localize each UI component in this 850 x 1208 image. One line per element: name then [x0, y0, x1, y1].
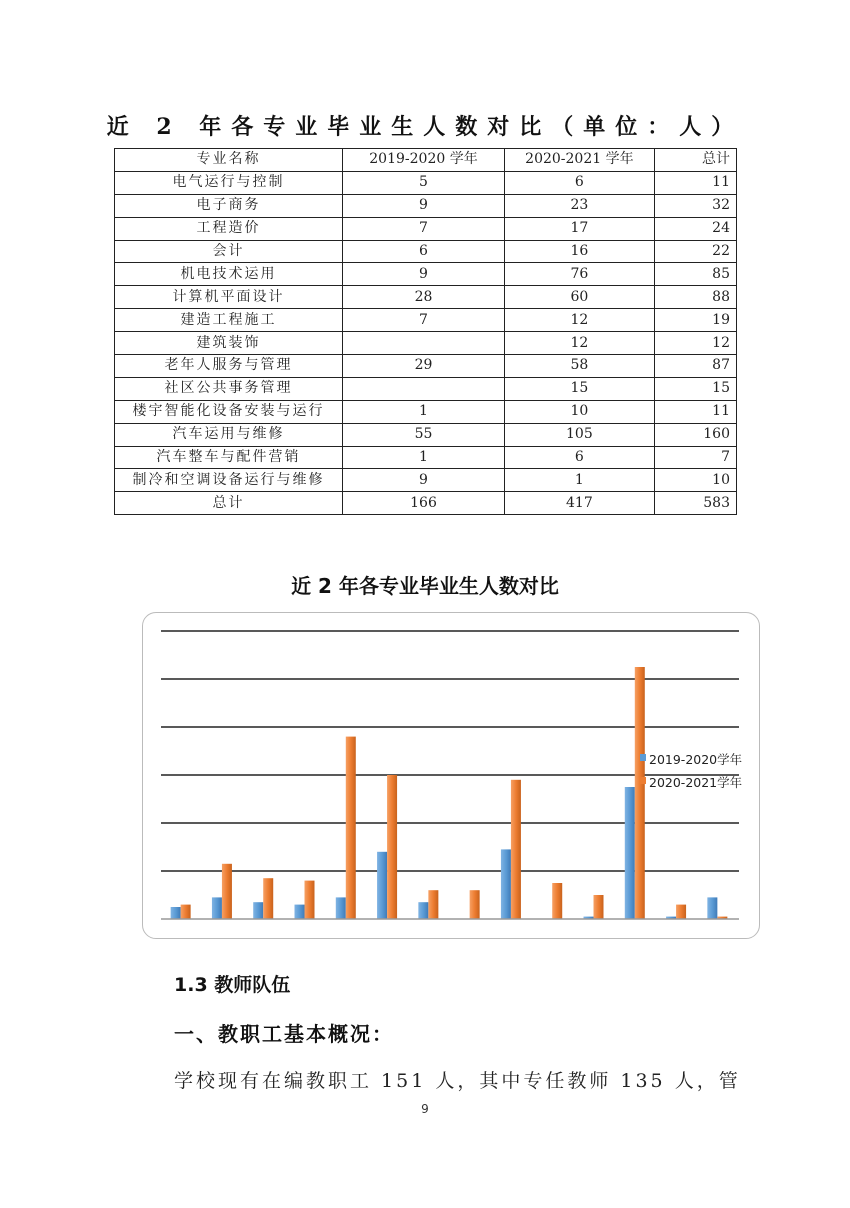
total-cell: 583 — [654, 492, 736, 515]
major-name-cell: 建造工程施工 — [115, 309, 343, 332]
year-2019-2020-cell — [343, 377, 505, 400]
body-paragraph: 学校现有在编教职工 151 人，其中专任教师 135 人，管 — [174, 1070, 741, 1092]
bar-series-2019-2020 — [707, 897, 717, 919]
table-row — [115, 377, 737, 400]
bar-series-2020-2021 — [305, 881, 315, 919]
table-row — [115, 469, 737, 492]
major-name-cell: 建筑装饰 — [115, 332, 343, 355]
table-row — [115, 194, 737, 217]
bar-series-2019-2020 — [418, 902, 428, 919]
chart-title: 近 2 年各专业毕业生人数对比 — [291, 574, 559, 598]
page-number: 9 — [421, 1102, 429, 1116]
table-row — [115, 492, 737, 515]
bar-series-2019-2020 — [377, 852, 387, 919]
major-name-cell: 机电技术运用 — [115, 263, 343, 286]
bar-series-2020-2021 — [635, 667, 645, 919]
major-name-cell: 制冷和空调设备运行与维修 — [115, 469, 343, 492]
table-row — [115, 400, 737, 423]
year-2020-2021-cell: 58 — [504, 355, 654, 378]
year-2020-2021-cell: 76 — [504, 263, 654, 286]
year-2020-2021-cell: 15 — [504, 377, 654, 400]
total-cell: 12 — [654, 332, 736, 355]
year-2020-2021-cell: 417 — [504, 492, 654, 515]
year-2020-2021-cell: 2020-2021 学年 — [504, 149, 654, 172]
year-2020-2021-cell: 17 — [504, 217, 654, 240]
table-row — [115, 171, 737, 194]
graduates-table — [114, 148, 737, 515]
major-name-cell: 电气运行与控制 — [115, 171, 343, 194]
bar-series-2020-2021 — [387, 775, 397, 919]
major-name-cell: 老年人服务与管理 — [115, 355, 343, 378]
major-name-cell: 汽车整车与配件营销 — [115, 446, 343, 469]
bar-series-2019-2020 — [336, 897, 346, 919]
year-2019-2020-cell: 9 — [343, 194, 505, 217]
total-cell: 11 — [654, 400, 736, 423]
bar-series-2020-2021 — [346, 737, 356, 919]
table-row — [115, 263, 737, 286]
total-cell: 总计 — [654, 149, 736, 172]
major-name-cell: 总计 — [115, 492, 343, 515]
year-2019-2020-cell: 9 — [343, 263, 505, 286]
year-2019-2020-cell: 1 — [343, 400, 505, 423]
year-2019-2020-cell: 7 — [343, 217, 505, 240]
year-2020-2021-cell: 12 — [504, 332, 654, 355]
year-2019-2020-cell: 55 — [343, 423, 505, 446]
year-2020-2021-cell: 6 — [504, 446, 654, 469]
legend-label: 2019-2020学年 — [649, 752, 743, 767]
bar-series-2019-2020 — [171, 907, 181, 919]
major-name-cell: 汽车运用与维修 — [115, 423, 343, 446]
total-cell: 15 — [654, 377, 736, 400]
section-subheading: 一、教职工基本概况： — [174, 1022, 394, 1046]
year-2020-2021-cell: 12 — [504, 309, 654, 332]
table-row — [115, 240, 737, 263]
bar-series-2020-2021 — [594, 895, 604, 919]
total-cell: 85 — [654, 263, 736, 286]
major-name-cell: 工程造价 — [115, 217, 343, 240]
total-cell: 10 — [654, 469, 736, 492]
total-cell: 88 — [654, 286, 736, 309]
total-cell: 7 — [654, 446, 736, 469]
year-2020-2021-cell: 10 — [504, 400, 654, 423]
bar-series-2020-2021 — [263, 878, 273, 919]
legend-swatch — [640, 777, 646, 784]
major-name-cell: 专业名称 — [115, 149, 343, 172]
bar-series-2019-2020 — [625, 787, 635, 919]
bar-chart — [142, 612, 760, 939]
bar-series-2020-2021 — [181, 905, 191, 919]
year-2019-2020-cell: 29 — [343, 355, 505, 378]
table-row — [115, 332, 737, 355]
total-cell: 19 — [654, 309, 736, 332]
table-row — [115, 309, 737, 332]
table-row — [115, 355, 737, 378]
bar-series-2020-2021 — [511, 780, 521, 919]
table-title: 近 2 年各专业毕业生人数对比（单位：人） — [106, 114, 744, 140]
bar-series-2019-2020 — [212, 897, 222, 919]
major-name-cell: 社区公共事务管理 — [115, 377, 343, 400]
major-name-cell: 楼宇智能化设备安装与运行 — [115, 400, 343, 423]
bar-series-2020-2021 — [470, 890, 480, 919]
table-row — [115, 217, 737, 240]
year-2019-2020-cell: 28 — [343, 286, 505, 309]
bar-series-2020-2021 — [676, 905, 686, 919]
bar-series-2020-2021 — [222, 864, 232, 919]
table-row — [115, 286, 737, 309]
legend-swatch — [640, 754, 646, 761]
year-2019-2020-cell — [343, 332, 505, 355]
section-heading: 1.3 教师队伍 — [174, 974, 291, 996]
bar-series-2020-2021 — [552, 883, 562, 919]
total-cell: 24 — [654, 217, 736, 240]
year-2020-2021-cell: 60 — [504, 286, 654, 309]
total-cell: 11 — [654, 171, 736, 194]
year-2019-2020-cell: 9 — [343, 469, 505, 492]
table-row — [115, 423, 737, 446]
year-2020-2021-cell: 6 — [504, 171, 654, 194]
year-2020-2021-cell: 16 — [504, 240, 654, 263]
year-2019-2020-cell: 2019-2020 学年 — [343, 149, 505, 172]
year-2019-2020-cell: 5 — [343, 171, 505, 194]
major-name-cell: 电子商务 — [115, 194, 343, 217]
year-2019-2020-cell: 6 — [343, 240, 505, 263]
year-2019-2020-cell: 166 — [343, 492, 505, 515]
bar-series-2020-2021 — [428, 890, 438, 919]
total-cell: 22 — [654, 240, 736, 263]
year-2020-2021-cell: 23 — [504, 194, 654, 217]
bar-series-2019-2020 — [295, 905, 305, 919]
total-cell: 160 — [654, 423, 736, 446]
bar-series-2019-2020 — [501, 849, 511, 919]
major-name-cell: 会计 — [115, 240, 343, 263]
total-cell: 87 — [654, 355, 736, 378]
table-header-row — [115, 149, 737, 172]
bar-series-2019-2020 — [253, 902, 263, 919]
major-name-cell: 计算机平面设计 — [115, 286, 343, 309]
year-2019-2020-cell: 1 — [343, 446, 505, 469]
chart-canvas — [143, 613, 759, 938]
table-row — [115, 446, 737, 469]
year-2020-2021-cell: 1 — [504, 469, 654, 492]
total-cell: 32 — [654, 194, 736, 217]
legend-label: 2020-2021学年 — [649, 775, 743, 790]
year-2020-2021-cell: 105 — [504, 423, 654, 446]
year-2019-2020-cell: 7 — [343, 309, 505, 332]
